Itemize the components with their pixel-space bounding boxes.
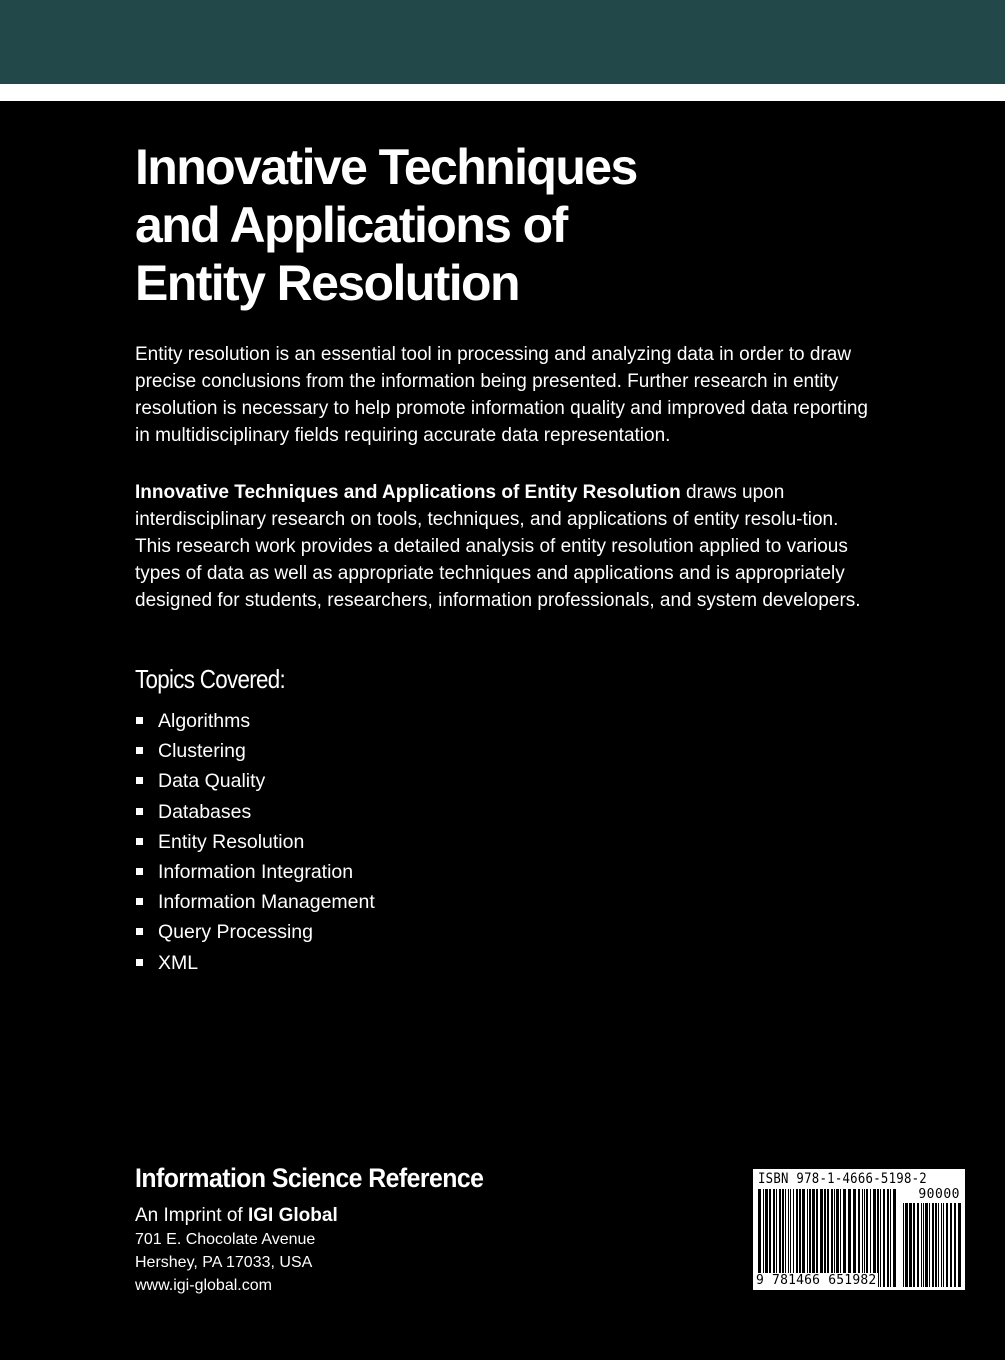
barcode-bar	[923, 1203, 924, 1287]
topic-label: XML	[158, 951, 199, 974]
topic-label: Data Quality	[158, 770, 266, 793]
title-line-1: Innovative Techniques	[135, 139, 637, 195]
barcode-bar	[880, 1189, 881, 1287]
topic-label: Information Management	[158, 891, 375, 914]
barcode-bar	[925, 1203, 928, 1287]
square-bullet-icon	[136, 747, 143, 754]
publisher-imprint	[135, 1205, 338, 1227]
square-bullet-icon	[136, 717, 143, 724]
square-bullet-icon	[136, 868, 143, 875]
list-item	[135, 797, 375, 827]
barcode-bar	[917, 1203, 919, 1287]
square-bullet-icon	[136, 777, 143, 784]
square-bullet-icon	[136, 838, 143, 845]
barcode-bar	[935, 1203, 937, 1287]
topics-heading: Topics Covered:	[135, 664, 286, 694]
barcode-bar	[921, 1203, 922, 1287]
barcode-bar	[932, 1203, 934, 1287]
description-paragraph-2-text: draws upon interdisciplinary research on tools, techniques, and applications of entity resolu-tion. This research work provides a detailed analysis of entity resolution applied to various types of data as well as appropriate techniques and applications and is appropriately designed for students, researchers, information professionals, and system developers.	[135, 482, 861, 611]
topic-label: Entity Resolution	[158, 830, 305, 853]
price-code-label: 90000	[918, 1187, 960, 1202]
square-bullet-icon	[136, 898, 143, 905]
topic-label: Information Integration	[158, 860, 354, 883]
publisher-address-line-1: 701 E. Chocolate Avenue	[135, 1231, 316, 1248]
publisher-website: www.igi-global.com	[135, 1277, 272, 1294]
barcode-bar	[887, 1189, 889, 1287]
description-paragraph-1: Entity resolution is an essential tool in processing and analyzing data in order to draw precise conclusions from the information being presented. Further research in entity resolution is necessary to help promote information quality and improved data reporting in multidisciplinary fields requiring accurate data representation.	[135, 344, 868, 446]
imprint-prefix: An Imprint of	[135, 1205, 248, 1226]
book-title	[135, 138, 835, 312]
title-line-2: and Applications of	[135, 197, 567, 253]
square-bullet-icon	[136, 808, 143, 815]
barcode-bar	[941, 1203, 942, 1287]
barcode-bar	[903, 1203, 904, 1287]
barcode-bar	[946, 1203, 948, 1287]
barcode-bar	[929, 1203, 930, 1287]
topic-label: Query Processing	[158, 921, 313, 944]
publisher-name: Information Science Reference	[135, 1163, 484, 1193]
barcode-bar	[913, 1203, 915, 1287]
barcode-bar	[890, 1189, 891, 1287]
barcode-bar	[893, 1189, 896, 1287]
isbn-label: ISBN 978-1-4666-5198-2	[758, 1171, 928, 1187]
list-item	[135, 857, 375, 887]
description-book-title-bold: Innovative Techniques and Applications of Entity Resolution	[135, 482, 681, 503]
title-line-3: Entity Resolution	[135, 255, 519, 311]
list-item	[135, 706, 375, 736]
barcode-bar	[909, 1203, 912, 1287]
list-item	[135, 827, 375, 857]
topics-list	[135, 706, 375, 978]
imprint-brand: IGI Global	[248, 1205, 338, 1226]
list-item	[135, 917, 375, 947]
square-bullet-icon	[136, 928, 143, 935]
topic-label: Algorithms	[158, 710, 251, 732]
publisher-address-line-2: Hershey, PA 17033, USA	[135, 1254, 313, 1271]
isbn-barcode	[753, 1169, 965, 1290]
top-color-band	[0, 0, 1005, 84]
barcode-bar	[958, 1203, 961, 1287]
list-item	[135, 766, 375, 796]
list-item	[135, 887, 375, 917]
square-bullet-icon	[136, 959, 143, 966]
ean-number-label: 9 781466 651982	[756, 1273, 877, 1288]
barcode-bar	[950, 1203, 952, 1287]
topic-label: Clustering	[158, 740, 246, 763]
barcode-bar	[883, 1189, 885, 1287]
barcode-bar	[905, 1203, 908, 1287]
barcode-bar	[954, 1203, 956, 1287]
list-item	[135, 736, 375, 766]
topic-label: Databases	[158, 800, 252, 823]
list-item	[135, 948, 375, 978]
white-divider-rule	[0, 84, 1005, 101]
barcode-bar	[938, 1203, 939, 1287]
description-paragraph-2	[135, 479, 870, 614]
barcode-bar	[943, 1203, 944, 1287]
